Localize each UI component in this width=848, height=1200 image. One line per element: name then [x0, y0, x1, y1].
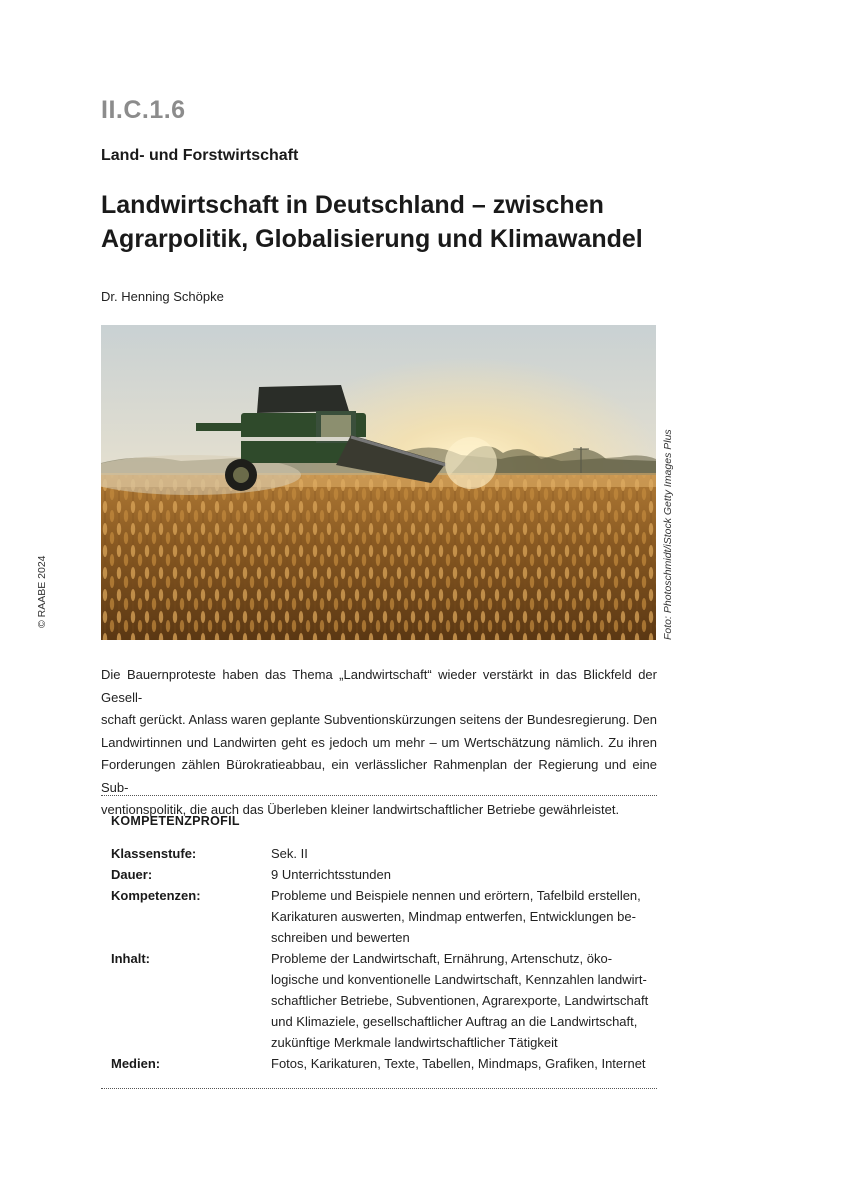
profile-value — [271, 885, 649, 948]
photo-credit: Foto: Photoschmidt/iStock Getty Images Plus — [662, 429, 674, 640]
page-title — [101, 188, 701, 256]
intro-line: Landwirtinnen und Landwirten geht es jedoch um mehr – um Wertschätzung nämlich. Zu ihren — [101, 734, 657, 750]
harvest-photo — [101, 325, 656, 640]
profile-label: Dauer: — [111, 867, 153, 882]
intro-line: ventionspolitik, die auch das Überleben kleiner landwirtschaftlicher Betriebe gewährleistet. — [101, 802, 620, 817]
profile-value-line: Karikaturen auswerten, Mindmap entwerfen, Entwicklungen be- — [271, 909, 636, 924]
competence-profile-heading: KOMPETENZPROFIL — [111, 814, 240, 828]
title-line: Agrarpolitik, Globalisierung und Klimawandel — [101, 225, 643, 253]
profile-value-line: zukünftige Merkmale landwirtschaftlicher Tätigkeit — [271, 1035, 558, 1050]
profile-value — [271, 1053, 649, 1074]
copyright-notice: © RAABE 2024 — [36, 555, 48, 628]
profile-value-line: schaftlicher Betriebe, Subventionen, Agrarexporte, Landwirtschaft — [271, 993, 649, 1008]
intro-paragraph — [101, 664, 657, 822]
profile-label: Kompetenzen: — [111, 888, 201, 903]
profile-value-line: Probleme und Beispiele nennen und erörtern, Tafelbild erstellen, — [271, 888, 641, 903]
profile-value — [271, 864, 649, 885]
profile-value-line: Sek. II — [271, 846, 308, 861]
divider-bottom — [101, 1088, 657, 1089]
profile-value-line: 9 Unterrichtsstunden — [271, 867, 391, 882]
divider-top — [101, 795, 657, 796]
section-code: II.C.1.6 — [101, 96, 186, 124]
section-subject: Land- und Forstwirtschaft — [101, 147, 299, 164]
profile-value-line: Probleme der Landwirtschaft, Ernährung, Artenschutz, öko- — [271, 951, 613, 966]
profile-value-line: schreiben und bewerten — [271, 930, 410, 945]
profile-label: Inhalt: — [111, 951, 150, 966]
author: Dr. Henning Schöpke — [101, 289, 224, 304]
profile-label: Klassenstufe: — [111, 846, 197, 861]
profile-value-line: und Klimaziele, gesellschaftlicher Auftrag an die Landwirtschaft, — [271, 1014, 638, 1029]
intro-line: Forderungen zählen Bürokratieabbau, ein verlässlicher Rahmenplan der Regierung und eine Sub- — [101, 757, 657, 795]
intro-line: schaft gerückt. Anlass waren geplante Subventionskürzungen seitens der Bundesregierung. Den — [101, 712, 657, 727]
profile-value — [271, 843, 649, 864]
intro-line: Die Bauernproteste haben das Thema „Landwirtschaft“ wieder verstärkt in das Blickfeld der Gesell- — [101, 667, 657, 705]
profile-value-line: logische und konventionelle Landwirtschaft, Kennzahlen landwirt- — [271, 972, 647, 987]
profile-label: Medien: — [111, 1056, 161, 1071]
profile-value-line: Fotos, Karikaturen, Texte, Tabellen, Mindmaps, Grafiken, Internet — [271, 1056, 646, 1071]
title-line: Landwirtschaft in Deutschland – zwischen — [101, 191, 604, 219]
profile-value — [271, 948, 649, 1053]
